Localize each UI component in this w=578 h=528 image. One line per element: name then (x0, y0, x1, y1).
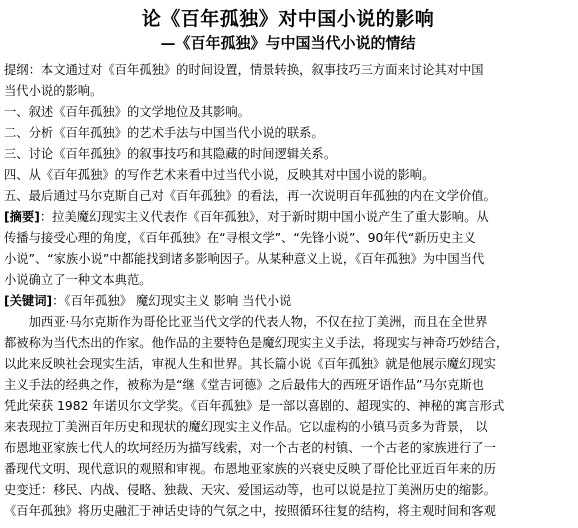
outline-line: 五、最后通过马尔克斯自己对《百年孤独》的看法，再一次说明百年孤独的内在文学价值。 (4, 189, 496, 203)
abstract-line: 传播与接受心理的角度，《百年孤独》在“寻根文学”、“先锋小说”、90年代“新历史主义 (4, 231, 476, 245)
outline-line: 二、分析《百年孤独》的艺术手法与中国当代小说的联系。 (4, 126, 324, 140)
keywords-label: [关键词] (4, 294, 53, 308)
outline-line: 提纲：本文通过对《百年孤独》的时间设置，情景转换，叙事技巧三方面来讨论其对中国 (4, 63, 484, 77)
outline-line: 当代小说的影响。 (4, 84, 103, 98)
document-subtitle: —《百年孤独》与中国当代小说的情结 (160, 34, 416, 52)
abstract-label: [摘要] (4, 210, 40, 224)
abstract-line: 小说确立了一种文本典范。 (4, 273, 152, 287)
outline-section (4, 60, 572, 207)
outline-line: 三、讨论《百年孤独》的叙事技巧和其隐藏的时间逻辑关系。 (4, 147, 337, 161)
keywords-section (4, 291, 572, 312)
body-line: 凭此荣获 1982 年诺贝尔文学奖。《百年孤独》是一部以喜剧的、超现实的、神秘的寓言形式 (4, 399, 505, 413)
outline-line: 一、叙述《百年孤独》的文学地位及其影响。 (4, 105, 250, 119)
body-line: 都被称为当代杰出的作家。他作品的主要特色是魔幻现实主义手法，将现实与神奇巧妙结合， (4, 336, 509, 350)
abstract-line: 小说”、“家族小说”中都能找到诸多影响因子。从某种意义上说，《百年孤独》为中国当代 (4, 252, 485, 266)
body-section (4, 312, 572, 522)
keywords-line (4, 291, 572, 312)
body-line: 番现代文明、现代意识的观照和审视。布恩地亚家族的兴衰史反映了哥伦比亚近百年来的历 (4, 462, 496, 476)
abstract-first-line (4, 207, 572, 228)
abstract-text: ：拉美魔幻现实主义代表作《百年孤独》，对于新时期中国小说产生了重大影响。从 (39, 210, 489, 224)
body-line: 史变迁：移民、内战、侵略、独裁、天灾、爱国运动等，也可以说是拉丁美洲历史的缩影。 (4, 483, 496, 497)
body-line: 加西亚·马尔克斯作为哥伦比亚当代文学的代表人物，不仅在拉丁美洲，而且在全世界 (28, 315, 488, 329)
body-line: 布恩地亚家族七代人的坎坷经历为描写线索，对一个古老的村镇、一个古老的家族进行了一 (4, 441, 496, 455)
body-line: 主义手法的经典之作，被称为是“继《堂吉诃德》之后最伟大的西班牙语作品”马尔克斯也 (4, 378, 485, 392)
keywords-text: ：《百年孤独》 魔幻现实主义 影响 当代小说 (52, 294, 292, 308)
document-title: 论《百年孤独》对中国小说的影响 (141, 8, 435, 30)
abstract-section (4, 207, 572, 291)
body-line: 《百年孤独》将历史融汇于神话史诗的气氛之中，按照循环往复的结构，将主观时间和客观 (4, 504, 496, 518)
body-line: 来表现拉丁美洲百年历史和现状的魔幻现实主义作品。它以虚构的小镇马贡多为背景， 以 (4, 420, 488, 434)
body-line: 以此来反映社会现实生活，审视人生和世界。其长篇小说《百年孤独》就是他展示魔幻现实 (4, 357, 496, 371)
outline-line: 四、从《百年孤独》的写作艺术来看中过当代小说，反映其对中国小说的影响。 (4, 168, 435, 182)
